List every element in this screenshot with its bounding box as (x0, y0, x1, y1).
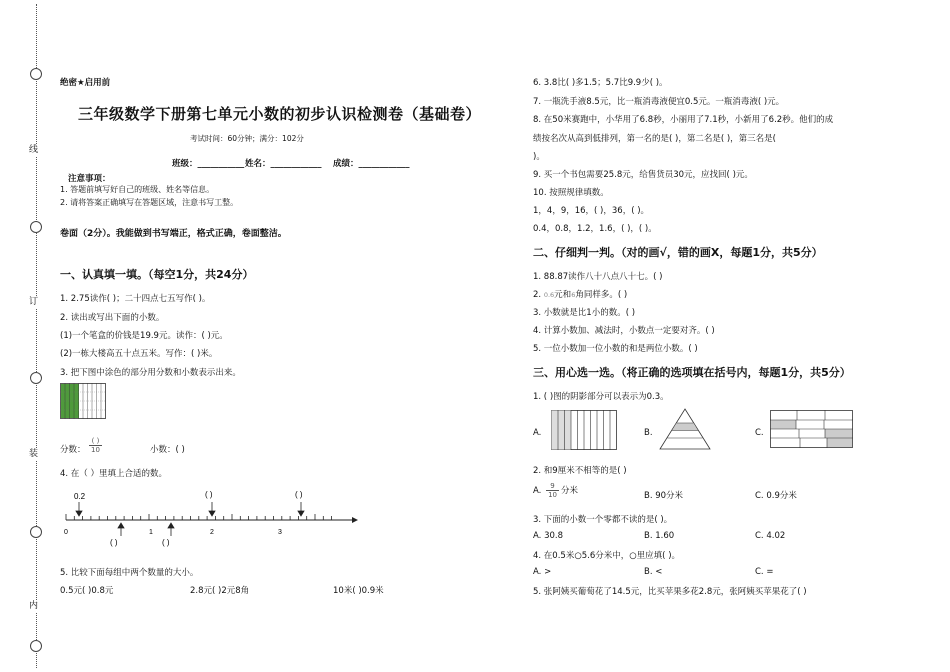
question-1-10: 10. 按照规律填数。 (533, 188, 609, 198)
choice-2-option-b: B. 90分米 (644, 491, 684, 501)
note-item: 1. 答题前填写好自己的班级、姓名等信息。 (60, 185, 215, 194)
name-field: 姓名：____________ (245, 159, 322, 169)
sequence-2: 0.4，0.8，1.2，1.6，( )，( )。 (533, 224, 657, 234)
fraction-numerator: ( ) (89, 437, 102, 446)
shaded-grid-figure (60, 383, 106, 419)
question-1-2b: (2)一栋大楼高五十点五米。写作：( )米。 (60, 349, 218, 359)
option-label: B. (644, 428, 653, 438)
compare-item: 0.5元( )0.8元 (60, 586, 114, 596)
neatness-note: 卷面（2分）。我能做到书写端正，格式正确，卷面整洁。 (60, 229, 287, 239)
option-a-unit: 分米 (561, 486, 579, 496)
fraction-denominator: 10 (548, 491, 557, 499)
option-label: A. (533, 428, 542, 438)
q3-fraction-label: 分数： (60, 445, 86, 455)
binding-circle (30, 221, 42, 233)
tick-label: 1 (149, 529, 153, 536)
section-2-title: 二、仔细判一判。（对的画√，错的画X，每题1分，共5分） (533, 246, 823, 259)
section-1-title: 一、认真填一填。（每空1分，共24分） (60, 268, 254, 281)
fraction-denominator: 10 (91, 446, 100, 454)
q3-decimal: 小数：( ) (150, 445, 185, 455)
binding-circle (30, 372, 42, 384)
question-1-8-cont: 绩按名次从高到低排列，第一名的是( )，第二名是( )，第三名是( (533, 134, 776, 144)
question-1-3: 3. 把下图中涂色的部分用分数和小数表示出来。 (60, 368, 241, 378)
choice-3: 3. 下面的小数一个零都不读的是( )。 (533, 515, 673, 525)
choice-1: 1. ( )图的阴影部分可以表示为0.3。 (533, 392, 669, 402)
tick-label: 3 (278, 529, 282, 536)
judge-3: 3. 小数就是比1小的数。( ) (533, 308, 636, 318)
binding-char: 线 (29, 145, 39, 155)
exam-info: 考试时间：60分钟；满分：102分 (190, 134, 304, 143)
tick-label: 0 (64, 529, 68, 536)
judge-1: 1. 88.87读作八十八点八十七。( ) (533, 272, 663, 282)
binding-circle (30, 68, 42, 80)
binding-char: 订 (29, 297, 39, 307)
choice-4-option: B. < (644, 567, 663, 577)
choice-3-option: A. 30.8 (533, 531, 563, 541)
section-3-title: 三、用心选一选。（将正确的选项填在括号内，每题1分，共5分） (533, 366, 851, 379)
question-1-6: 6. 3.8比( )多1.5；5.7比9.9少( )。 (533, 78, 668, 88)
judge-4: 4. 计算小数加、减法时，小数点一定要对齐。( ) (533, 326, 715, 336)
sequence-1: 1，4，9，16，( )，36，( )。 (533, 206, 650, 216)
axis-start-label: 0.2 (74, 492, 86, 501)
choice-2-option-c: C. 0.9分米 (755, 491, 797, 501)
question-1-2: 2. 读出或写出下面的小数。 (60, 313, 165, 323)
binding-circle (30, 526, 42, 538)
binding-char: 装 (29, 449, 39, 459)
binding-margin (26, 0, 48, 672)
q3-fraction (87, 435, 104, 454)
question-1-8-end: )。 (533, 152, 545, 162)
choice-2-option-a (533, 482, 578, 499)
page-title: 三年级数学下册第七单元小数的初步认识检测卷（基础卷） (78, 105, 482, 123)
axis-blank: ( ) (205, 490, 213, 499)
compare-item: 2.8元( )2元8角 (190, 586, 250, 596)
option-label: C. (755, 428, 764, 438)
judge-2-value-a: 0.6 (543, 291, 555, 299)
axis-blank: ( ) (162, 538, 170, 547)
axis-blank: ( ) (110, 538, 118, 547)
binding-dotted-line (36, 4, 37, 668)
note-item: 2. 请将答案正确填写在答题区域，注意书写工整。 (60, 198, 239, 207)
fraction-numerator: 9 (546, 482, 559, 491)
grid-rectangle-figure (770, 410, 853, 448)
choice-4: 4. 在0.5米○5.6分米中，○里应填( )。 (533, 551, 681, 561)
notes-title: 注意事项： (68, 174, 111, 184)
choice-5: 5. 张阿姨买葡萄花了14.5元，比买苹果多花2.8元，张阿姨买苹果花了( ) (533, 587, 807, 597)
compare-item: 10米( )0.9米 (333, 586, 384, 596)
choice-2: 2. 和9厘米不相等的是( ) (533, 466, 627, 476)
question-1-9: 9. 买一个书包需要25.8元，给售货员30元，应找回( )元。 (533, 170, 753, 180)
question-1-5: 5. 比较下面每组中两个数量的大小。 (60, 568, 199, 578)
binding-circle (30, 640, 42, 652)
number-line (60, 488, 360, 550)
judge-5: 5. 一位小数加一位小数的和是两位小数。( ) (533, 344, 698, 354)
judge-2-mid: 元和 (554, 290, 572, 300)
judge-2 (533, 288, 627, 300)
score-field: 成绩：____________ (333, 159, 410, 169)
question-1-8: 8. 在50米赛跑中，小华用了6.8秒，小丽用了7.1秒，小新用了6.2秒。他们的成 (533, 115, 834, 125)
axis-blank: ( ) (295, 490, 303, 499)
judge-2-post: 角同样多。( ) (575, 290, 628, 300)
choice-4-option: C. = (755, 567, 774, 577)
striped-rectangle-figure (551, 410, 617, 450)
choice-3-option: C. 4.02 (755, 531, 786, 541)
question-1-4: 4. 在（ ）里填上合适的数。 (60, 469, 168, 479)
question-1-2a: (1)一个笔盒的价钱是19.9元。读作：( )元。 (60, 331, 228, 341)
class-field: 班级：___________ (172, 159, 245, 169)
choice-4-option: A. > (533, 567, 552, 577)
choice-3-option: B. 1.60 (644, 531, 675, 541)
binding-char: 内 (29, 601, 39, 611)
question-1-7: 7. 一瓶洗手液8.5元，比一瓶消毒液便宜0.5元。一瓶消毒液( )元。 (533, 97, 785, 107)
judge-2-pre: 2. (533, 290, 542, 300)
tick-label: 2 (210, 529, 214, 536)
triangle-figure (659, 408, 711, 450)
secret-label: 绝密★启用前 (60, 78, 111, 88)
judge-2-value-b: 6 (571, 291, 576, 299)
option-a-label: A. (533, 486, 542, 496)
question-1-1: 1. 2.75读作( )；二十四点七五写作( )。 (60, 294, 211, 304)
